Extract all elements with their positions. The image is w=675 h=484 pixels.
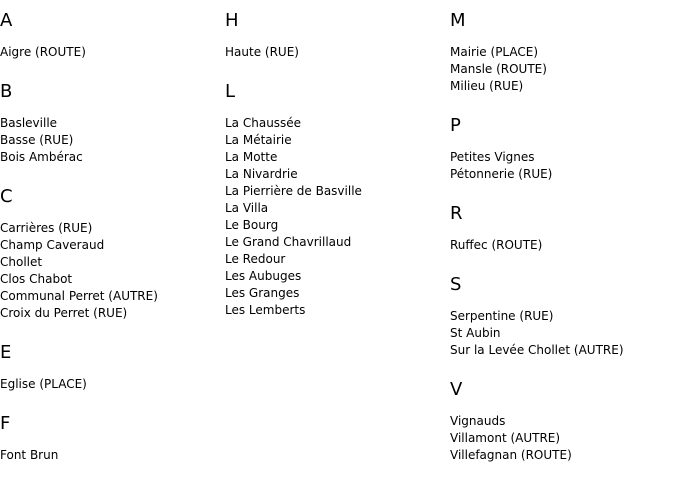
street-item [225, 132, 445, 149]
letter-heading: M [450, 10, 466, 31]
street-link[interactable]: Bois Ambérac [0, 150, 83, 164]
street-item [225, 149, 445, 166]
street-list [0, 115, 220, 166]
street-link[interactable]: La Chaussée [225, 116, 302, 130]
street-item [450, 308, 670, 325]
street-item [225, 285, 445, 302]
street-item [225, 200, 445, 217]
street-item [0, 149, 220, 166]
street-index-column-1 [0, 10, 220, 484]
street-item [225, 234, 445, 251]
street-list [0, 44, 220, 61]
street-link[interactable]: Aigre (ROUTE) [0, 45, 86, 59]
street-link[interactable]: Haute (RUE) [225, 45, 299, 59]
street-link[interactable]: Communal Perret (AUTRE) [0, 289, 158, 303]
street-item [0, 237, 220, 254]
letter-group-l [225, 81, 445, 319]
letter-heading: S [450, 274, 462, 295]
street-item [225, 115, 445, 132]
letter-group-p [450, 115, 670, 183]
letter-heading: C [0, 186, 13, 207]
street-item [0, 254, 220, 271]
letter-group-v [450, 379, 670, 464]
street-list [450, 413, 670, 464]
street-link[interactable]: Carrières (RUE) [0, 221, 93, 235]
street-list [450, 237, 670, 254]
street-item [0, 220, 220, 237]
street-item [0, 305, 220, 322]
street-link[interactable]: St Aubin [450, 326, 501, 340]
street-list [0, 376, 220, 393]
street-item [0, 376, 220, 393]
street-item [0, 115, 220, 132]
street-link[interactable]: La Motte [225, 150, 278, 164]
street-link[interactable]: Font Brun [0, 448, 59, 462]
letter-heading: F [0, 413, 11, 434]
street-link[interactable]: Les Granges [225, 286, 300, 300]
street-item [225, 166, 445, 183]
street-list [450, 44, 670, 95]
street-item [450, 78, 670, 95]
street-item [450, 430, 670, 447]
street-index-column-2 [225, 10, 445, 339]
street-item [450, 149, 670, 166]
street-item [450, 237, 670, 254]
letter-group-e [0, 342, 220, 393]
street-link[interactable]: Le Grand Chavrillaud [225, 235, 352, 249]
street-link[interactable]: Basse (RUE) [0, 133, 74, 147]
letter-group-s [450, 274, 670, 359]
letter-heading: E [0, 342, 12, 363]
street-link[interactable]: Chollet [0, 255, 43, 269]
letter-heading: V [450, 379, 463, 400]
letter-group-c [0, 186, 220, 322]
street-link[interactable]: Vignauds [450, 414, 506, 428]
street-item [0, 271, 220, 288]
street-link[interactable]: Pétonnerie (RUE) [450, 167, 553, 181]
letter-group-h [225, 10, 445, 61]
street-item [450, 447, 670, 464]
letter-heading: L [225, 81, 236, 102]
street-list [0, 447, 220, 464]
street-item [225, 217, 445, 234]
street-item [0, 132, 220, 149]
street-link[interactable]: La Métairie [225, 133, 292, 147]
street-link[interactable]: Champ Caveraud [0, 238, 105, 252]
street-link[interactable]: Ruffec (ROUTE) [450, 238, 543, 252]
street-list [450, 149, 670, 183]
street-item [450, 166, 670, 183]
letter-group-m [450, 10, 670, 95]
street-item [450, 44, 670, 61]
street-link[interactable]: Petites Vignes [450, 150, 535, 164]
street-item [225, 44, 445, 61]
letter-group-b [0, 81, 220, 166]
street-link[interactable]: Les Aubuges [225, 269, 302, 283]
street-link[interactable]: Le Redour [225, 252, 286, 266]
street-link[interactable]: La Pierrière de Basville [225, 184, 362, 198]
street-item [0, 288, 220, 305]
street-item [450, 413, 670, 430]
street-link[interactable]: La Nivardrie [225, 167, 298, 181]
street-link[interactable]: Sur la Levée Chollet (AUTRE) [450, 343, 624, 357]
street-link[interactable]: Basleville [0, 116, 58, 130]
letter-heading: H [225, 10, 239, 31]
letter-heading: R [450, 203, 463, 224]
street-item [450, 342, 670, 359]
letter-heading: B [0, 81, 13, 102]
street-link[interactable]: Clos Chabot [0, 272, 73, 286]
street-link[interactable]: Mansle (ROUTE) [450, 62, 547, 76]
street-link[interactable]: Eglise (PLACE) [0, 377, 87, 391]
letter-group-f [0, 413, 220, 464]
street-link[interactable]: La Villa [225, 201, 269, 215]
letter-group-r [450, 203, 670, 254]
street-item [225, 302, 445, 319]
street-link[interactable]: Le Bourg [225, 218, 279, 232]
street-link[interactable]: Villamont (AUTRE) [450, 431, 561, 445]
street-item [450, 325, 670, 342]
street-item [0, 44, 220, 61]
street-list [225, 115, 445, 319]
letter-heading: P [450, 115, 461, 136]
street-link[interactable]: Villefagnan (ROUTE) [450, 448, 572, 462]
street-list [450, 308, 670, 359]
street-index-column-3 [450, 10, 670, 484]
letter-heading: A [0, 10, 13, 31]
street-item [225, 183, 445, 200]
street-link[interactable]: Croix du Perret (RUE) [0, 306, 128, 320]
street-list [0, 220, 220, 322]
street-item [0, 447, 220, 464]
street-list [225, 44, 445, 61]
letter-group-a [0, 10, 220, 61]
street-link[interactable]: Mairie (PLACE) [450, 45, 539, 59]
street-item [450, 61, 670, 78]
street-item [225, 268, 445, 285]
street-link[interactable]: Serpentine (RUE) [450, 309, 554, 323]
street-link[interactable]: Les Lemberts [225, 303, 306, 317]
street-item [225, 251, 445, 268]
street-link[interactable]: Milieu (RUE) [450, 79, 524, 93]
